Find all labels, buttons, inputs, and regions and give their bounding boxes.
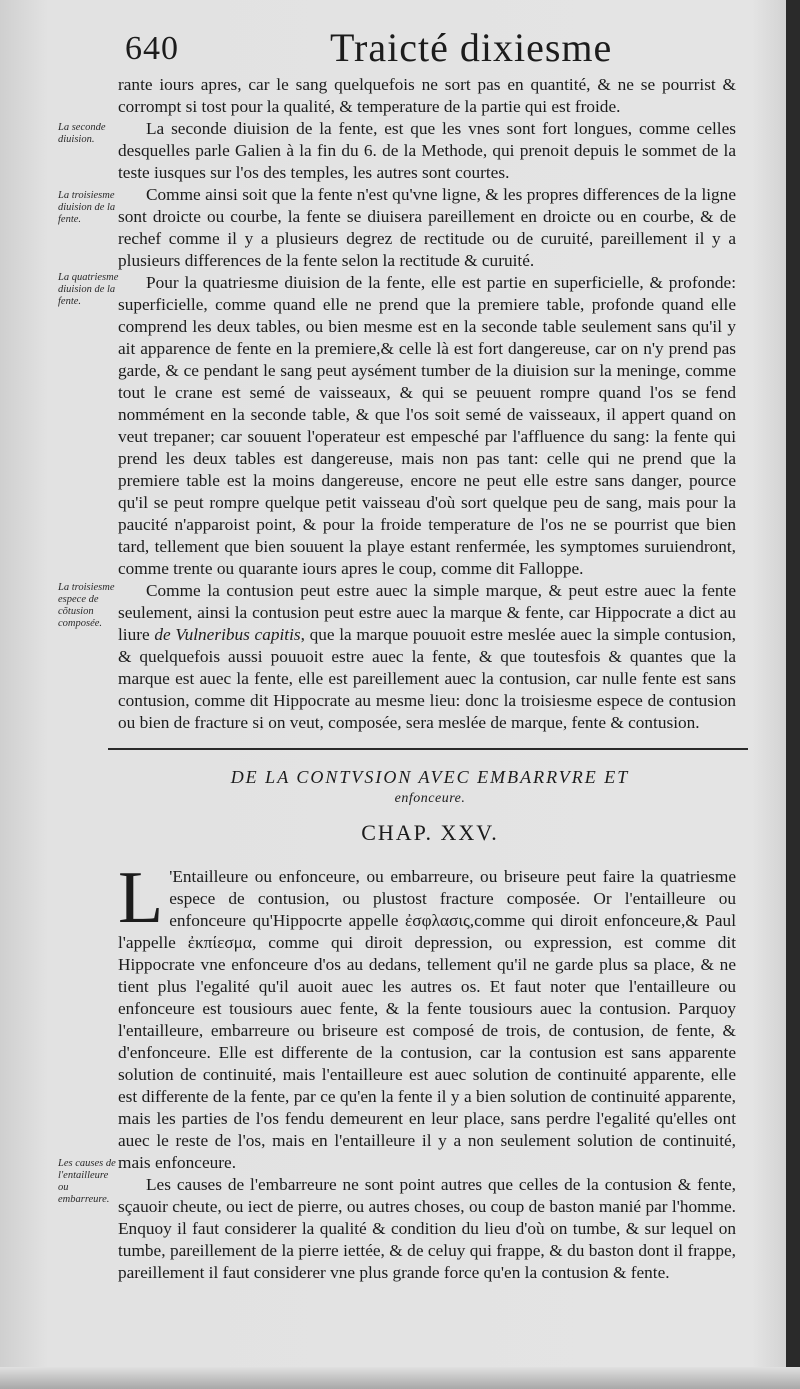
page-gutter-shadow [786,0,800,1389]
drop-cap: L [118,857,164,939]
chapter-heading [110,766,750,810]
margin-note-causes-entailleure: Les causes de l'entailleure ou embarreure. [58,1158,116,1205]
paragraph-quatriesme-diuision: Pour la quatriesme diuision de la fente, elle est partie en superficielle, & profonde: superficielle, comme quand elle ne prend que la premiere table, profonde quand elle comprend les deux tables, ou bien mesme est en la seconde table seulement sans qu'il y ait apparence de fente en la premiere,& celle là est fort dangereuse, car on n'y prend pas garde, & ce pendant le sang peut aysément tumber de la diuision sur la meninge, comme tout le crane est semé de vaisseaux, & qui se peuuent rompre quand l'os se fend nommément en la seconde table, & que l'os soit semé de vaisseaux, il appert quand on veut trepaner; car souuent l'operateur est empesché par l'affluence du sang: la fente qui prend les deux tables est dangereuse, mais non pas tant: celle qui ne prend que la premiere table est la moins dangereuse, encore ne peut elle estre sans danger, pource qu'il se peut rompre quelque petit vaisseau d'où sort quelque peu de sang, mais pour la paucité n'apparoist point, & pour la froide temperature de l'os ne se pourrist que bien tard, tellement que bien souuent la playe estant renfermée, les symptomes suruiendront, comme trente ou quarante iours apres le coup, comme dit Falloppe. [118,273,736,578]
text-block-section1 [118,74,736,734]
chapter-number: CHAP. XXV. [361,820,499,845]
paragraph-continuation: rante iours apres, car le sang quelquefois ne sort pas en quantité, & ne se pourrist & corrompt si tost pour la qualité, & temperature de la partie qui est froide. [118,75,736,116]
paragraph-text: 'Entailleure ou enfonceure, ou embarreure, ou briseure peut faire la quatriesme espece de contusion, ou plustost fracture composée. Or l'entailleure ou enfonceure qu'Hippocrte appelle ἐσφλασις,comme qui diroit enfonceure,& Paul l'appelle ἐκπίεσμα, comme qui diroit depression, ou expression, est comme dit Hippocrate vne enfonceure d'os au dedans, tellement qu'il ne garde plus sa place, & ne tient plus l'egalité qu'il auoit auec les autres os. Et faut noter que l'entailleure ou enfonceure est tousiours auec fente, & la fente tousiours auec la contusion. Parquoy l'entailleure, embarreure ou briseure est composé de trois, de contusion, de fente, & d'enfonceure. Elle est differente de la contusion, car la contusion est sans apparente solution de continuité, mais l'entailleure est auec solution de continuité apparente, elle est differente de la fente, par ce qu'en la fente il y a bien solution de continuité apparente, mais les parties de l'os fendu demeurent en leur place, sans perdre l'egalité qu'elles ont auec le reste de l'os, mais en l'entailleure il y a non seulement solution de continuité, mais enfonceure. [118,867,736,1172]
paragraph-seconde-diuision: La seconde diuision de la fente, est que les vnes sont fort longues, comme celles desquelles parle Galien à la fin du 6. de la Methode, qui prenoit depuis le sommet de la teste iusques sur l'os des temples, les autres sont courtes. [118,119,736,182]
margin-note-troisiesme-espece: La troisiesme espece de cõtusion composée. [58,582,115,629]
section-divider-rule [108,748,748,750]
text-block-section2 [118,857,736,1284]
paragraph-troisiesme-diuision: Comme ainsi soit que la fente n'est qu'vne ligne, & les propres differences de la ligne sont droicte ou courbe, la fente se diuisera pareillement en droicte ou en courbe, & de rechef comme il y a plusieurs degrez de rectitude ou de curuité, pareillement il y a plusieurs differences de la fente selon la rectitude & curuité. [118,185,736,270]
page-header [125,22,785,78]
paragraph-troisiesme-espece [118,580,736,734]
book-title-italic: de Vulneribus capitis [154,625,301,644]
running-title: Traicté dixiesme [330,25,613,70]
page-number: 640 [125,30,179,67]
chapter-heading-line1: DE LA CONTVSION AVEC EMBARRVRE ET [230,767,630,787]
margin-note-seconde-diuision: La seconde diuision. [58,122,106,145]
margin-note-quatriesme-diuision: La quatriesme diuision de la fente. [58,272,119,307]
paragraph-causes: Les causes de l'embarreure ne sont point autres que celles de la contusion & fente, sçauoir cheute, ou iect de pierre, ou autres choses, ou coup de baston manié par l'homme. Enquoy il faut considerer la qualité & condition du lieu d'où on tumbe, & sur lequel on tumbe, pareillement de la pierre iettée, & de celuy qui frappe, & du baston dont il frappe, pareillement il faut considerer vne plus grande force qu'en la contusion & fente. [118,1175,736,1282]
paragraph-entailleure [118,857,736,1174]
page-bottom-edge [0,1367,800,1389]
paragraph-text: , que la marque pouuoit estre meslée auec la simple contusion, & quelquefois aussi pouuoit estre auec la fente, & que toutesfois & quantes que la marque est auec la fente, elle est pareillement auec la contusion, car nulle fente est sans contusion, comme dit Hippocrate au mesme lieu: donc la troisiesme espece de contusion ou bien de fracture si on veut, composée, sera meslée de marque, fente & contusion. [118,625,736,732]
margin-note-troisiesme-diuision: La troisiesme diuision de la fente. [58,190,116,225]
paragraph-text: Comme la contusion peut estre auec la simple marque, & peut estre auec la fente seulement, ainsi la contusion peut estre auec la marque & fente, car Hippocrate a dict au liure [118,581,736,644]
chapter-heading-line2: enfonceure. [394,791,466,806]
